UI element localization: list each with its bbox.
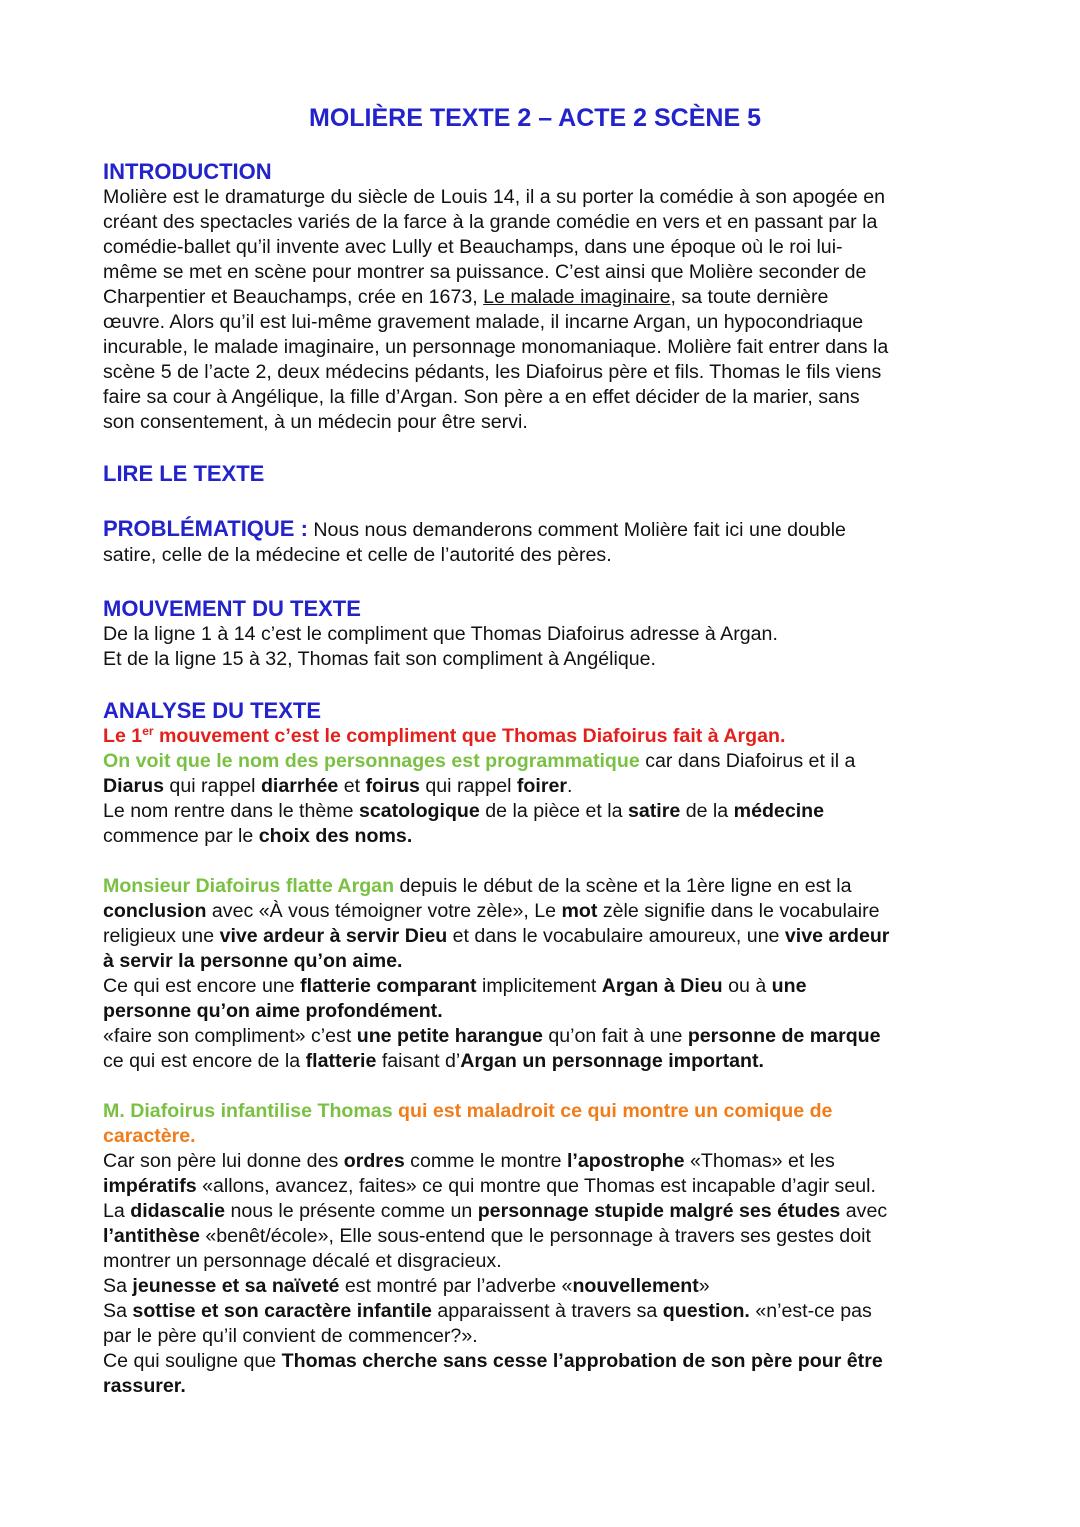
bold-span: Diarus: [103, 775, 164, 797]
bold-span: l’antithèse: [103, 1225, 200, 1247]
paragraph-line: [103, 924, 983, 949]
text-span: «allons, avancez, faites» ce qui montre que Thomas est incapable d’agir seul.: [196, 1175, 876, 1197]
text-span: avec «À vous témoigner votre zèle», Le: [206, 900, 562, 922]
text-span: et dans le vocabulaire amoureux, une: [447, 925, 785, 947]
text-span: Nous nous demanderons comment Molière fait ici une double: [307, 519, 846, 541]
text-span: est montré par l’adverbe «: [339, 1275, 573, 1297]
superscript: er: [142, 724, 154, 738]
text-span: qui rappel: [419, 775, 517, 797]
highlight-orange: qui est maladroit ce qui montre un comique de: [392, 1100, 833, 1122]
paragraph-line: [103, 1024, 983, 1049]
paragraph-line: [103, 774, 983, 799]
problematique-heading: PROBLÉMATIQUE :: [103, 516, 308, 541]
analysis-paragraph: [103, 874, 983, 1074]
page-title: MOLIÈRE TEXTE 2 – ACTE 2 SCÈNE 5: [309, 104, 761, 132]
text-span: «faire son compliment» c’est: [103, 1025, 357, 1047]
paragraph-line: créant des spectacles variés de la farce à la grande comédie en vers et en passant par la: [103, 211, 878, 233]
introduction-heading: INTRODUCTION: [103, 159, 272, 184]
text-span: Sa: [103, 1300, 133, 1322]
bold-span: choix des noms.: [258, 825, 413, 847]
paragraph-line: scène 5 de l’acte 2, deux médecins pédants, les Diafoirus père et fils. Thomas le fils viens: [103, 361, 882, 383]
paragraph-line: De la ligne 1 à 14 c’est le compliment que Thomas Diafoirus adresse à Argan.: [103, 623, 778, 645]
paragraph-line: [103, 899, 983, 924]
bold-span: vive ardeur à servir Dieu: [219, 925, 448, 947]
text-span: »: [698, 1275, 710, 1297]
bold-span: jeunesse et sa naïveté: [132, 1275, 340, 1297]
analysis-paragraph: [103, 1099, 983, 1399]
paragraph-line: incurable, le malade imaginaire, un personnage monomaniaque. Molière fait entrer dans la: [103, 336, 889, 358]
bold-span: mot: [561, 900, 598, 922]
lire-heading: LIRE LE TEXTE: [103, 461, 265, 486]
bold-span: diarrhée: [260, 775, 339, 797]
paragraph-line: [103, 749, 983, 774]
analyse-heading: ANALYSE DU TEXTE: [103, 698, 322, 723]
highlight-green: Monsieur Diafoirus flatte Argan: [103, 875, 395, 897]
text-span: , sa toute dernière: [670, 286, 829, 308]
paragraph-line: satire, celle de la médecine et celle de l’autorité des pères.: [103, 544, 612, 566]
paragraph-line: [103, 824, 983, 849]
text-span: ou à: [722, 975, 772, 997]
text-span: Car son père lui donne des: [103, 1150, 344, 1172]
text-span: zèle signifie dans le vocabulaire: [597, 900, 880, 922]
text-span: depuis le début de la scène et la 1ère ligne en est la: [394, 875, 852, 897]
text-span: «benêt/école», Elle sous-entend que le personnage à travers ses gestes doit: [199, 1225, 871, 1247]
analysis-paragraph: [103, 749, 983, 849]
text-span: qu’on fait à une: [542, 1025, 688, 1047]
text-span: commence par le: [103, 825, 259, 847]
bold-span: flatterie: [305, 1050, 377, 1072]
paragraph-line: personne qu’on aime profondément.: [103, 1000, 443, 1022]
bold-span: personne de marque: [687, 1025, 881, 1047]
paragraph-line: rassurer.: [103, 1375, 186, 1397]
text-span: qui rappel: [163, 775, 261, 797]
paragraph-line: à servir la personne qu’on aime.: [103, 950, 403, 972]
text-span: Le nom rentre dans le thème: [103, 800, 359, 822]
bold-span: sottise et son caractère infantile: [132, 1300, 432, 1322]
text-span: de la: [680, 800, 734, 822]
bold-span: foirer: [516, 775, 567, 797]
paragraph-line: faire sa cour à Angélique, la fille d’Argan. Son père a en effet décider de la marier, sans: [103, 386, 860, 408]
document-page: [103, 100, 983, 1399]
bold-span: une petite harangue: [356, 1025, 543, 1047]
work-title-underlined: Le malade imaginaire: [483, 286, 671, 308]
text-span: ce qui est encore de la: [103, 1050, 306, 1072]
paragraph-line: [103, 1199, 983, 1224]
text-span: et: [338, 775, 366, 797]
highlight-green: M. Diafoirus infantilise Thomas: [103, 1100, 393, 1122]
paragraph-line: Molière est le dramaturge du siècle de Louis 14, il a su porter la comédie à son apogée en: [103, 186, 886, 208]
text-span: apparaissent à travers sa: [431, 1300, 663, 1322]
bold-span: médecine: [733, 800, 825, 822]
text-span: Le 1: [103, 725, 143, 747]
paragraph-line: [103, 1224, 983, 1249]
paragraph-line: [103, 1174, 983, 1199]
bold-span: Thomas cherche sans cesse l’approbation de son père pour être: [281, 1350, 883, 1372]
paragraph-line: [103, 974, 983, 999]
bold-span: foirus: [365, 775, 420, 797]
bold-span: conclusion: [103, 900, 207, 922]
problematique-section: [103, 515, 983, 568]
mouvement-heading: MOUVEMENT DU TEXTE: [103, 596, 361, 621]
analyse-section: [103, 697, 983, 1399]
paragraph-line: [103, 285, 983, 310]
paragraph-line: [103, 1274, 983, 1299]
bold-span: Argan à Dieu: [601, 975, 723, 997]
bold-span: vive ardeur: [784, 925, 890, 947]
text-span: Charpentier et Beauchamps, crée en 1673,: [103, 286, 484, 308]
text-span: nous le présente comme un: [225, 1200, 478, 1222]
lire-section: [103, 460, 983, 487]
paragraph-line: [103, 799, 983, 824]
paragraph-line: [103, 515, 983, 543]
text-span: car dans Diafoirus et il a: [639, 750, 856, 772]
paragraph-line: [103, 1299, 983, 1324]
highlight-green: On voit que le nom des personnages est programmatique: [103, 750, 640, 772]
paragraph-line: Et de la ligne 15 à 32, Thomas fait son compliment à Angélique.: [103, 648, 656, 670]
text-span: La: [103, 1200, 131, 1222]
text-span: «n’est-ce pas: [749, 1300, 872, 1322]
text-span: de la pièce et la: [479, 800, 628, 822]
paragraph-line: comédie-ballet qu’il invente avec Lully et Beauchamps, dans une époque où le roi lui-: [103, 236, 843, 258]
paragraph-line: [103, 1349, 983, 1374]
paragraph-line: par le père qu’il convient de commencer?».: [103, 1325, 478, 1347]
bold-span: scatologique: [358, 800, 480, 822]
paragraph-line: montrer un personnage décalé et disgracieux.: [103, 1250, 502, 1272]
text-span: «Thomas» et les: [684, 1150, 835, 1172]
bold-span: une: [771, 975, 807, 997]
paragraph-line: [103, 1099, 983, 1124]
bold-span: Argan un personnage important.: [460, 1050, 764, 1072]
text-span: Sa: [103, 1275, 133, 1297]
text-span: avec: [840, 1200, 888, 1222]
text-span: mouvement c’est le compliment que Thomas Diafoirus fait à Argan.: [153, 725, 786, 747]
text-span: Ce qui est encore une: [103, 975, 301, 997]
text-span: faisant d’: [376, 1050, 461, 1072]
paragraph-line: [103, 1049, 983, 1074]
text-span: implicitement: [476, 975, 602, 997]
paragraph-line: [103, 874, 983, 899]
paragraph-line: caractère.: [103, 1125, 196, 1147]
bold-span: flatterie comparant: [300, 975, 477, 997]
text-span: Ce qui souligne que: [103, 1350, 282, 1372]
paragraph-line: œuvre. Alors qu’il est lui-même gravement malade, il incarne Argan, un hypocondriaque: [103, 311, 864, 333]
paragraph-line: même se met en scène pour montrer sa puissance. C’est ainsi que Molière seconder de: [103, 261, 867, 283]
paragraph-line: [103, 1149, 983, 1174]
text-span: religieux une: [103, 925, 220, 947]
mouvement-section: [103, 595, 983, 672]
bold-span: didascalie: [130, 1200, 226, 1222]
bold-span: nouvellement: [572, 1275, 699, 1297]
bold-span: personnage stupide malgré ses études: [477, 1200, 841, 1222]
bold-span: ordres: [343, 1150, 405, 1172]
paragraph-line: son consentement, à un médecin pour être servi.: [103, 411, 528, 433]
bold-span: satire: [627, 800, 681, 822]
movement-heading: [103, 724, 983, 749]
bold-span: impératifs: [103, 1175, 197, 1197]
introduction-section: [103, 158, 983, 435]
bold-span: l’apostrophe: [566, 1150, 685, 1172]
text-span: .: [566, 775, 573, 797]
bold-span: question.: [662, 1300, 750, 1322]
text-span: comme le montre: [404, 1150, 567, 1172]
